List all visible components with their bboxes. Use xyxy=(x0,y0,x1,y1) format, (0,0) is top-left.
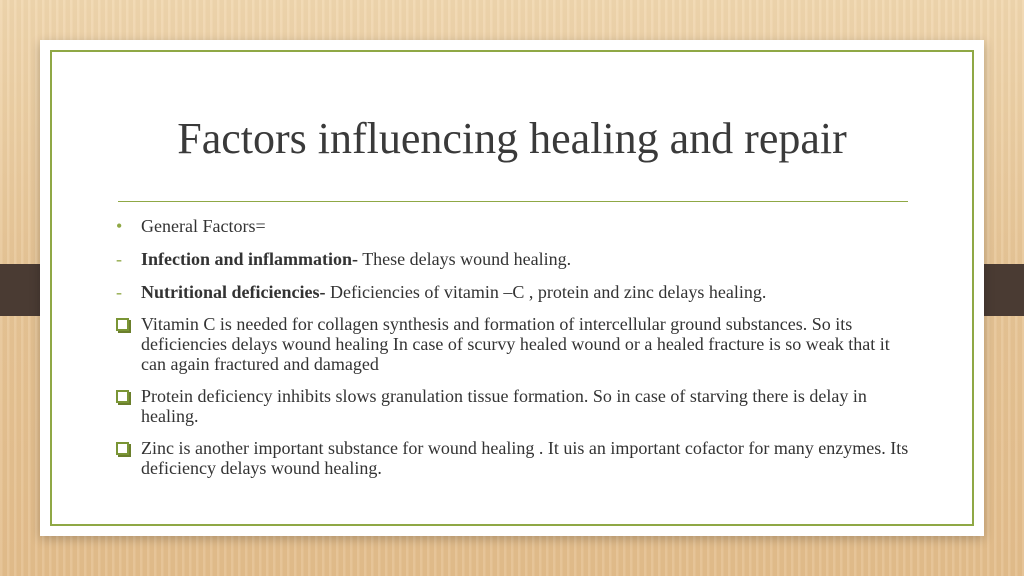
dash-icon: - xyxy=(116,282,122,302)
list-item-text: Vitamin C is needed for collagen synthesis and formation of intercellular ground substances. So its deficiencies delays wound healing In case of scurvy healed wound or a healed fracture is so weak that it can again fractured and damaged xyxy=(141,314,890,374)
list-item-zinc xyxy=(114,438,914,478)
title-divider xyxy=(118,201,908,202)
list-item-text: Deficiencies of vitamin –C , protein and zinc delays healing. xyxy=(325,282,767,302)
list-item-infection xyxy=(114,249,914,269)
list-item-text: General Factors= xyxy=(141,216,266,236)
list-item-general-factors xyxy=(114,216,914,236)
list-item-bold-label: Nutritional deficiencies- xyxy=(141,282,326,302)
slide xyxy=(40,40,984,536)
list-item-nutritional xyxy=(114,282,914,302)
slide-content xyxy=(114,216,914,478)
list-item-bold-label: Infection and inflammation- xyxy=(141,249,359,269)
checkbox-bullet-icon xyxy=(116,442,129,455)
checkbox-bullet-icon xyxy=(116,318,129,331)
list-item-vitamin-c xyxy=(114,314,914,374)
checkbox-bullet-icon xyxy=(116,390,129,403)
list-item-text: Protein deficiency inhibits slows granulation tissue formation. So in case of starving there is delay in healing. xyxy=(141,386,867,426)
dash-icon: - xyxy=(116,249,122,269)
list-item-text: Zinc is another important substance for wound healing . It uis an important cofactor for many enzymes. Its deficiency delays wound healing. xyxy=(141,438,909,478)
list-item-protein xyxy=(114,386,914,426)
list-item-text: These delays wound healing. xyxy=(358,249,572,269)
slide-title: Factors influencing healing and repair xyxy=(177,114,847,163)
bullet-icon: • xyxy=(116,216,123,236)
